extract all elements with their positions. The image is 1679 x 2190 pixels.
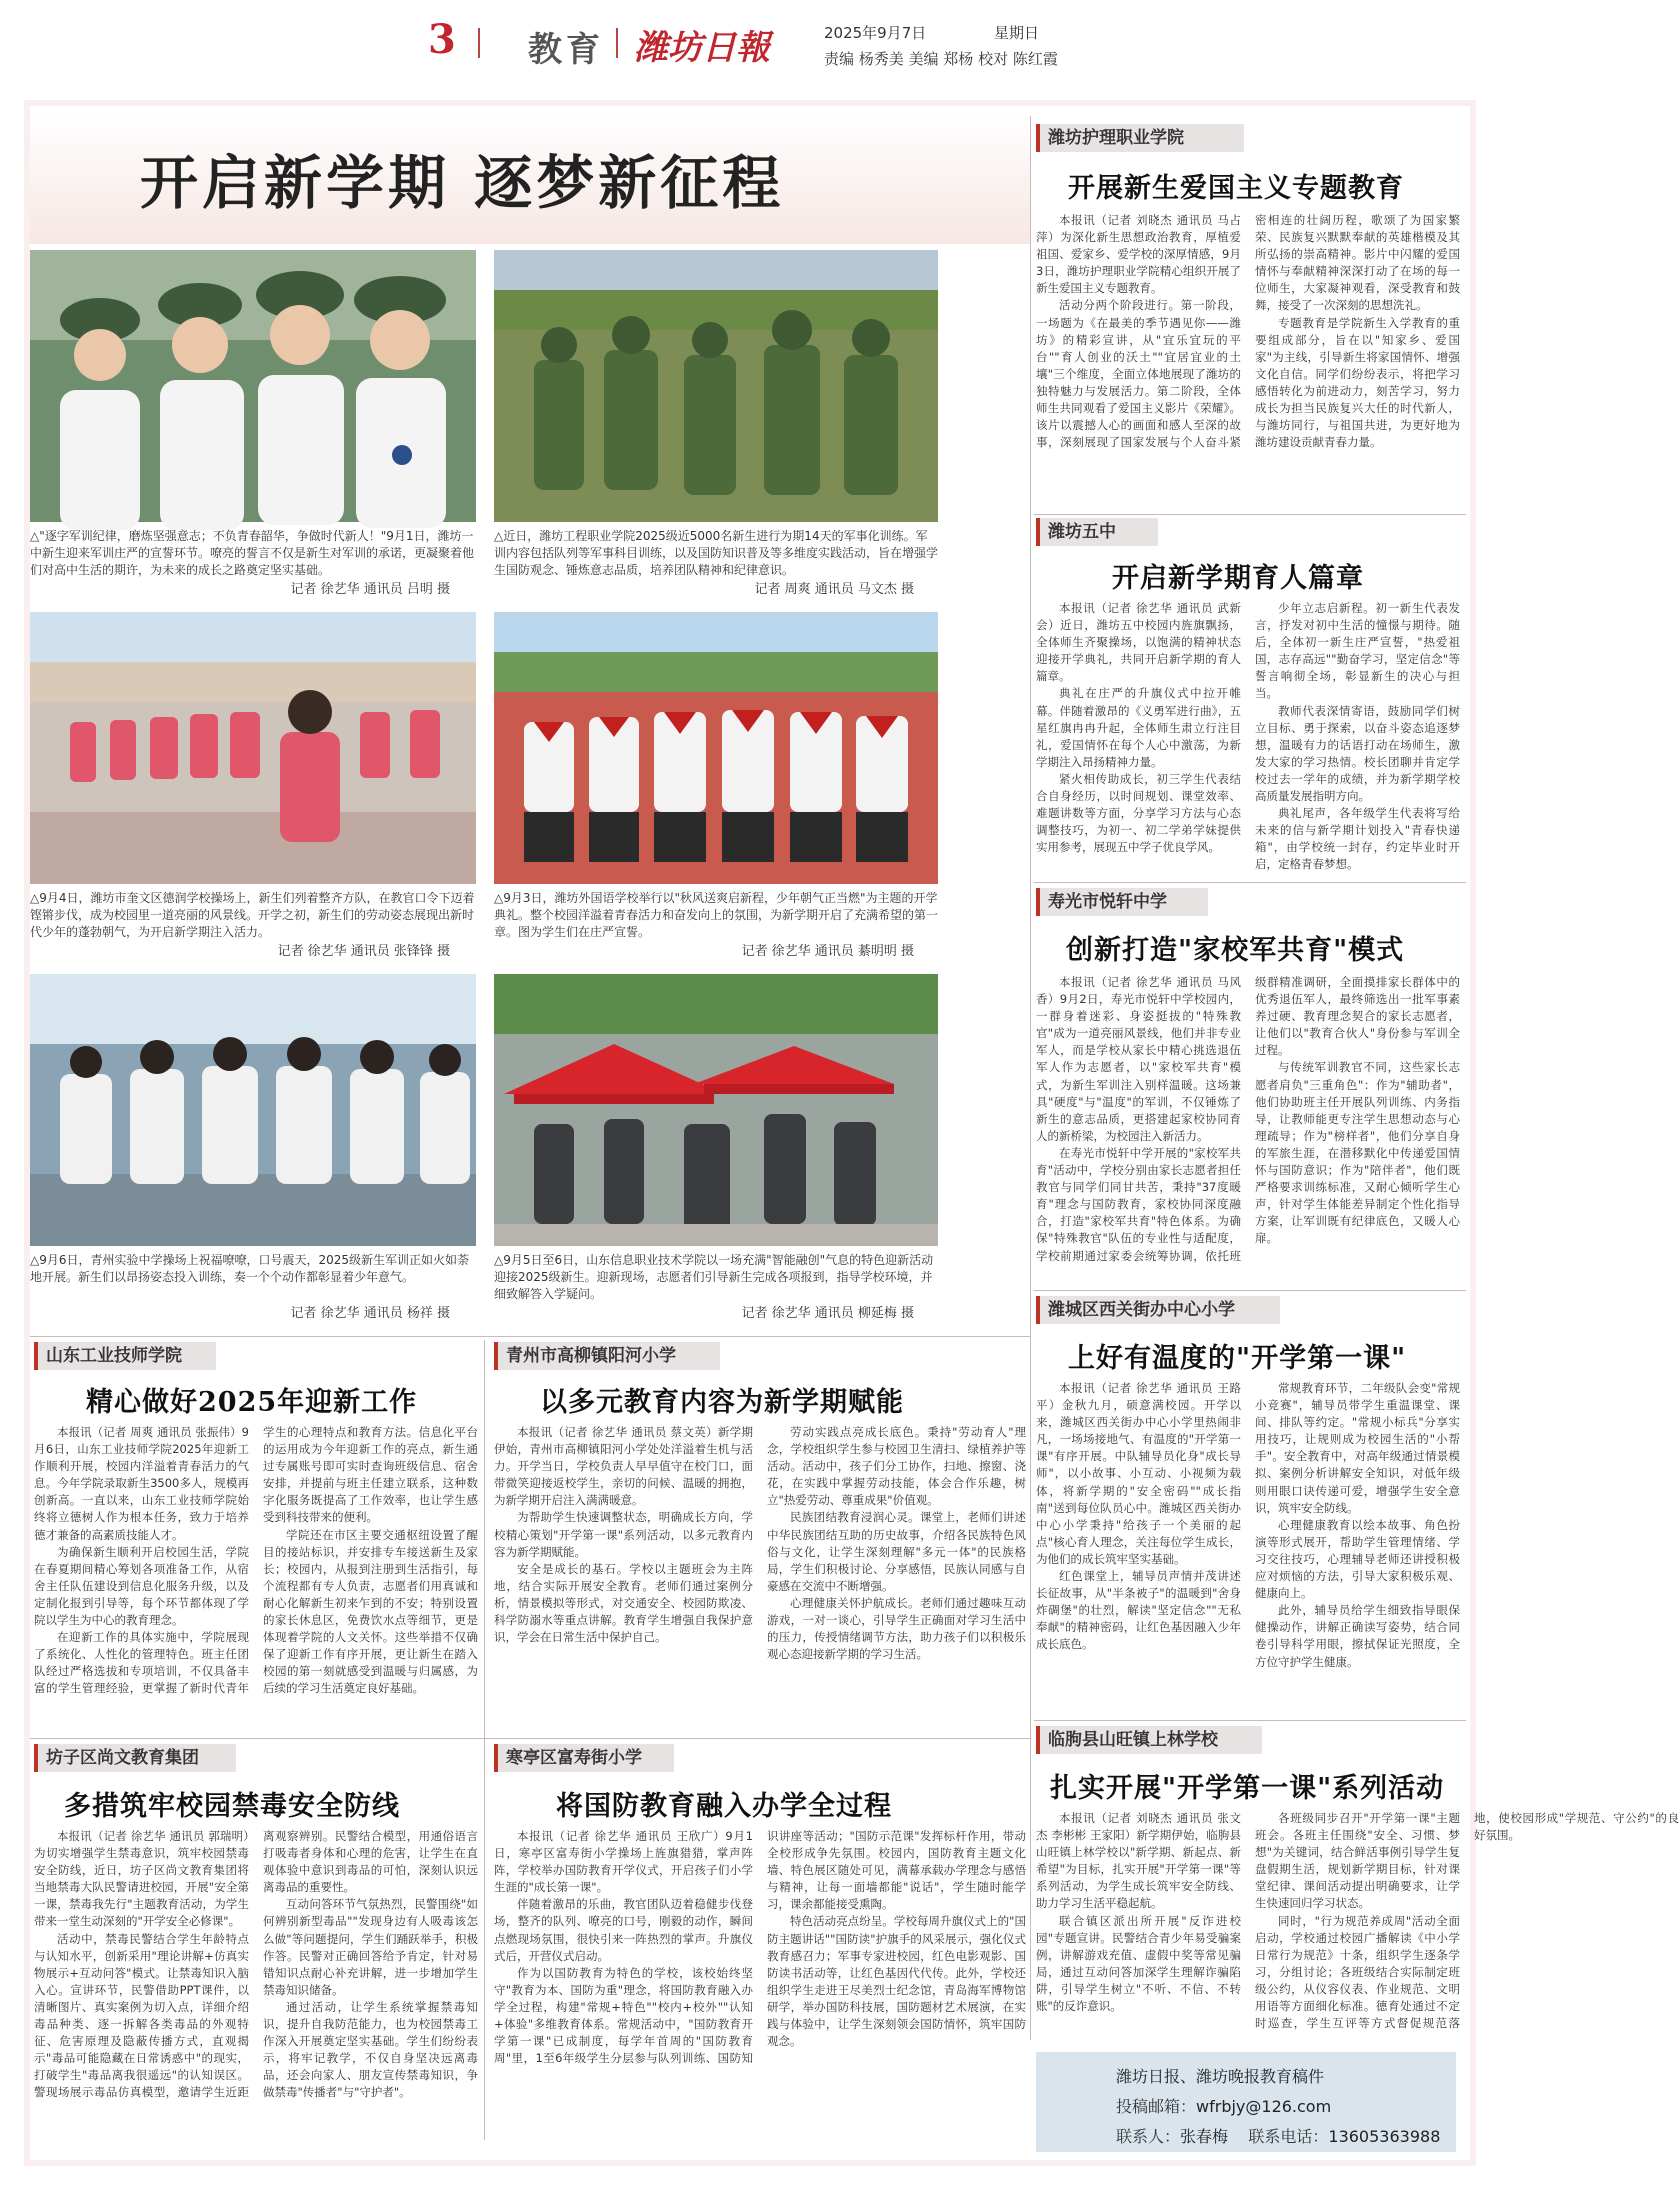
article-tag: 青州市高柳镇阳河小学 [494, 1342, 720, 1370]
article-paragraph: 同时，"行为规范养成周"活动全面启动，学校通过校园广播解读《中小学日常行为规范》十条，组织学生逐条学习，分组讨论；各班级结合实际制定班级公约，从仪容仪表、作业规范、文明用语等方面细化标准。德育处通过不定时巡查，学生互评等方式督促规范落地，使校园形成"学规范、守公约"的良好氛围。 [1255, 1811, 1679, 2031]
article-tag: 山东工业技师学院 [34, 1342, 216, 1370]
article-paragraph: 教师代表深情寄语，鼓励同学们树立目标、勇于探索，以奋斗姿态追逐梦想，温暖有力的话语打动在场师生，激发大家的学习热情。校长团聊并肯定学校过去一学年的成绩，并为新学期学校高质量发展指明方向。 [1255, 703, 1460, 804]
article-paragraph: 学院还在市区主要交通枢纽设置了醒目的接站标识，并安排专车接送新生及家长；校园内，从报到注册到生活指引，每个流程都有专人负责，志愿者们用真诚和耐心化解新生初来乍到的不安；特别设置的家长休息区，免费饮水点等细节，更是体现着学院的人文关怀。这些举措不仅确保了迎新工作有序开展，更让新生在踏入校园的第一刻就感受到温暖与归属感，为后续的学习生活奠定良好基础。 [263, 1527, 478, 1696]
photo-caption: △9月4日，潍坊市奎文区德润学校操场上，新生们列着整齐方队，在教官口令下迈着铿锵步伐，成为校园里一道亮丽的风景线。开学之初，新生们的劳动姿态展现出新时代少年的蓬勃朝气，为开启新学期注入活力。 [30, 891, 475, 939]
section-divider [1034, 1290, 1466, 1291]
article-body [494, 1424, 1026, 1732]
article-paragraph: 作为以国防教育为特色的学校，该校始终坚守"教育为本、国防为重"理念，将国防教育融入办学全过程，构建"常规+特色""校内+校外""认知+体验"多维教育体系。常规活动中，"国防教育开学第一课"已成制度，每学年首周的"国防教育周"里，1至6年级学生分层参与队列训练、国防知识讲座等活动；"国防示范课"发挥标杆作用，带动全校形成争先氛围。校园内，国防教育主题文化墙、特色展区随处可见，满幕承载办学理念与感悟与精神，让每一面墙都能"说话"，学生随时能学习，课余都能接受熏陶。 [494, 1829, 1026, 2066]
article-tag: 寿光市悦轩中学 [1036, 888, 1208, 916]
section-divider [30, 1336, 1030, 1337]
article-paragraph: 为确保新生顺利开启校园生活，学院在春夏期间精心筹划各项准备工作，从宿舍主任队伍建设到信息化服务升级，以及定制化报到引导等，每个环节都体现了学院以学生为中心的教育理念。 [34, 1544, 249, 1628]
photo-derun-school-march [30, 612, 476, 884]
article-paragraph: 本报讯（记者 刘晓杰 通讯员 张文杰 李彬彬 王家阳）新学期伊始，临朐县山旺镇上林学校以"新学期、新起点、新希望"为目标，扎实开展"开学第一课"等系列活动，为学生成长筑牢安全防线、助力学习生活平稳起航。 [1036, 1811, 1241, 1911]
headline: 开启新学期 逐梦新征程 [140, 149, 785, 217]
article-tag: 临朐县山旺镇上林学校 [1036, 1726, 1262, 1754]
article-title: 上好有温度的"开学第一课" [1068, 1343, 1407, 1374]
contact-person-label: 联系人： [1116, 2127, 1181, 2146]
photo-caption: △9月3日，潍坊外国语学校举行以"秋风送爽启新程，少年朝气正当燃"为主题的开学典礼。整个校园洋溢着青春活力和奋发向上的氛围，为新学期开启了充满希望的第一章。图为学生们在庄严宣誓。 [494, 891, 939, 939]
article-paragraph: 本报讯（记者 徐艺华 通讯员 蔡文英）新学期伊始，青州市高柳镇阳河小学处处洋溢着生机与活力。开学当日，学校负责人早早值守在校门口，面带微笑迎接返校学生，亲切的问候、温暖的拥抱，为新学期开启注入满满暖意。 [494, 1425, 753, 1508]
article-paragraph: 互动问答环节气氛热烈，民警围绕"如何辨别新型毒品""发现身边有人吸毒该怎么做"等问题提问，学生们踊跃举手，积极作答。民警对正确回答给予肯定，针对易错知识点耐心补充讲解，进一步增加学生禁毒知识储备。 [263, 1897, 478, 1997]
article-paragraph: 伴随着激昂的乐曲，教官团队迈着稳健步伐登场，整齐的队列、嘹亮的口号，刚毅的动作，瞬间点燃现场氛围，很快引来一阵热烈的掌声。升旗仪式后，开营仪式启动。 [494, 1897, 753, 1963]
article-tag: 坊子区尚文教育集团 [34, 1744, 236, 1772]
contact-person: 张春梅 [1180, 2127, 1229, 2146]
article-paragraph: 特色活动亮点纷呈。学校每周升旗仪式上的"国防主题讲话""国防读"护旗手的风采展示，强化仪式教育感召力；军事专家进校园，红色电影观影、国防读书活动等，让红色基因代代传。此外，学校还组织学生走进王尽美烈士纪念馆，青岛海军博物馆研学，举办国防科技展，国防题材艺术展演，在实践与体验中，让学生深刻领会国防情怀，筑牢国防观念。 [767, 1914, 1026, 2049]
photo-illustration [494, 974, 938, 1246]
article-title: 扎实开展"开学第一课"系列活动 [1050, 1773, 1445, 1804]
article-body [494, 1828, 1026, 2152]
issue-weekday: 星期日 [994, 24, 1040, 42]
article-tag: 寒亭区富寿街小学 [494, 1744, 674, 1772]
photo-foreign-language-school-oath [494, 612, 938, 884]
section-name: 教育 [528, 30, 604, 70]
photo-credit: 记者 徐艺华 通讯员 杨祥 摄 [290, 1306, 450, 1321]
issue-date: 2025年9月7日 [824, 24, 927, 42]
section-divider [30, 1738, 1030, 1739]
section-divider [1034, 514, 1466, 515]
article-title: 以多元教育内容为新学期赋能 [540, 1387, 904, 1418]
page-number: 3 [428, 16, 456, 63]
article-paragraph: 活动分两个阶段进行。第一阶段，一场题为《在最美的季节遇见你——潍坊》的精彩宣讲，从"宜乐宜玩的平台""育人创业的沃土""宜居宜业的土壤"三个维度，全面立体地展现了潍坊的独特魅力与发展活力。第二阶段，全体师生共同观看了爱国主义影片《荣耀》。该片以震撼人心的画面和感人至深的故事，深刻展现了国家发展与个人奋斗紧密相连的壮阔历程，歌颂了为国家繁荣、民族复兴默默奉献的英雄楷模及其所弘扬的崇高精神。影片中闪耀的爱国情怀与奉献精神深深打动了在场的每一位师生，大家凝神观看，深受教育和鼓舞，接受了一次深刻的思想洗礼。 [1036, 213, 1460, 450]
article-paragraph: 通过活动，让学生系统掌握禁毒知识，提升自我防范能力，也为校园禁毒工作深入开展奠定坚实基础。学生们纷纷表示，将牢记教学，不仅自身坚决远离毒品，还会向家人、朋友宣传禁毒知识，争做禁毒"传播者"与"守护者"。 [263, 1999, 478, 2100]
photo-credit: 记者 徐艺华 通讯员 柳延梅 摄 [741, 1306, 914, 1321]
article-title: 多措筑牢校园禁毒安全防线 [64, 1791, 400, 1822]
photo-illustration [30, 250, 476, 522]
article-paragraph: 心理健康关怀护航成长。老师们通过趣味互动游戏，一对一谈心，引导学生正确面对学习生活中的压力，传授情绪调节方法，助力孩子们以积极乐观心态迎接新学期的学习生活。 [767, 1595, 1026, 1662]
photo-information-college-welcome [494, 974, 938, 1246]
article-paragraph: 为帮助学生快速调整状态，明确成长方向，学校精心策划"开学第一课"系列活动，以多元教育内容为新学期赋能。 [494, 1510, 753, 1559]
email-label: 投稿邮箱： [1116, 2097, 1197, 2116]
headline-banner [30, 112, 1030, 244]
photo-credit: 记者 周爽 通讯员 马文杰 摄 [754, 582, 914, 597]
photo-illustration [30, 612, 476, 884]
article-paragraph: 活动中，禁毒民警结合学生年龄特点与认知水平，创新采用"理论讲解+仿真实物展示+互动问答"模式。让禁毒知识入脑入心。宣讲环节，民警借助PPT课件，以清晰图片、真实案例为切入点，详细介绍毒品种类、逐一拆解各类毒品的外观特征、危害原理及隐蔽传播方式，直观揭示"毒品可能隐藏在日常诱惑中"的现实，打破学生"毒品离我很遥远"的认知误区。警现场展示毒品仿真模型，邀请学生近距离观察辨别。民警结合模型，用通俗语言打吸毒者身体和心理的危害，让学生在直观体验中意识到毒品的可怕，深刻认识远离毒品的重要性。 [34, 1829, 478, 2100]
article-title: 开启新学期育人篇章 [1112, 563, 1364, 594]
article-paragraph: 此外，辅导员给学生细致指导眼保健操动作，讲解正确读写姿势，结合同卷引导科学用眼，擦拭保证光照度，全方位守护学生健康。 [1255, 1603, 1460, 1669]
photo-caption: △9月5日至6日，山东信息职业技术学院以一场充满"智能融创"气息的特色迎新活动迎接2025级新生。迎新现场，志愿者们引导新生完成各项报到，指导学校环境，并细致解答入学疑问。 [494, 1253, 934, 1301]
photo-caption: △"逐字军训纪律，磨炼坚强意志；不负青春韶华，争做时代新人！"9月1日，潍坊一中新生迎来军训庄严的宣誓环节。嘹亮的誓言不仅是新生对军训的承诺，更凝聚着他们对高中生活的期许，为未来的成长之路奠定坚实基础。 [30, 529, 475, 577]
article-paragraph: 在寿光市悦轩中学开展的"家校军共育"活动中，学校分别由家长志愿者担任教官与同学们同甘共苦，秉持"37度暖育"理念与国防教育，家校协同深度融合，打造"家校军共育"特色体系。为确保"特殊教官"队伍的专业性与适配度，学校前期通过家委会统筹协调，依托班级群精准调研，全面摸排家长群体中的优秀退伍军人，最终筛选出一批军事素养过硬、教育理念契合的家长志愿者，让他们以"教育合伙人"身份参与军训全过程。 [1036, 975, 1460, 1263]
photo-military-oath [30, 250, 476, 522]
article-paragraph: 少年立志启新程。初一新生代表发言，抒发对初中生活的憧憬与期待。随后，全体初一新生庄严宣誓，"热爱祖国，志存高远""勤奋学习，坚定信念"等誓言响彻全场，彰显新生的决心与担当。 [1255, 601, 1460, 701]
article-paragraph: 本报讯（记者 徐艺华 通讯员 王欣广）9月1日，寒亭区富寿街小学操场上旌旗猎猎，掌声阵阵，学校举办国防教育开学仪式，开启孩子们小学生涯的"成长第一课"。 [494, 1829, 753, 1895]
phone-number: 13605363988 [1328, 2127, 1441, 2146]
photo-engineering-college-training [494, 250, 938, 522]
article-title: 创新打造"家校军共育"模式 [1066, 935, 1405, 966]
article-paragraph: 本报讯（记者 徐艺华 通讯员 武新会）近日，潍坊五中校园内旌旗飘扬，全体师生齐聚操场，以饱满的精神状态迎接开学典礼，共同开启新学期的育人篇章。 [1036, 601, 1241, 684]
article-body [1036, 600, 1460, 876]
editor-credits: 责编 杨秀美 美编 郑杨 校对 陈红霞 [824, 50, 1058, 68]
article-tag: 潍坊五中 [1036, 518, 1158, 546]
photo-credit: 记者 徐艺华 通讯员 綦明明 摄 [741, 944, 914, 959]
article-paragraph: 专题教育是学院新生入学教育的重要组成部分，旨在以"知家乡、爱国家"为主线，引导新生将家国情怀、增强文化自信。同学们纷纷表示，将把学习感悟转化为前进动力，刻苦学习，努力成长为担当民族复兴大任的时代新人，与潍坊同行，与祖国共进，为更好地为潍坊建设贡献青春力量。 [1255, 315, 1460, 450]
article-paragraph: 安全是成长的基石。学校以主题班会为主阵地，结合实际开展安全教育。老师们通过案例分析，情景模拟等形式，对交通安全、校园防欺凌、科学防溺水等重点讲解。教育学生增强自我保护意识，学会在日常生活中保护自己。 [494, 1561, 753, 1645]
contact-email-row [1116, 2094, 1331, 2117]
page-header [0, 0, 1500, 78]
article-title: 开展新生爱国主义专题教育 [1068, 173, 1404, 204]
article-body [1036, 212, 1460, 508]
article-paragraph: 紧火相传助成长，初三学生代表结合自身经历，以时间规划、课堂效率、难题讲数等方面，分享学习方法与心态调整技巧，为初一、初二学弟学妹提供实用参考，展现五中学子优良学风。 [1036, 771, 1241, 855]
article-paragraph: 劳动实践点亮成长底色。秉持"劳动育人"理念，学校组织学生参与校园卫生清扫、绿植养护等活动。活动中，孩子们分工协作，扫地、擦窗、浇花，在实践中掌握劳动技能，体会合作乐趣，树立"热爱劳动、尊重成果"价值观。 [767, 1425, 1026, 1508]
photo-credit: 记者 徐艺华 通讯员 吕明 摄 [290, 582, 450, 597]
photo-credit: 记者 徐艺华 通讯员 张锋锋 摄 [277, 944, 450, 959]
paper-logo: 潍坊日報 [634, 28, 770, 68]
article-paragraph: 本报讯（记者 徐艺华 通讯员 马风香）9月2日，寿光市悦轩中学校园内，一群身着迷彩、身姿挺拔的"特殊教官"成为一道亮丽风景线，他们并非专业军人，而是学校从家长中精心挑选退伍军人作为志愿者，以"家校军共育"模式，为新生军训注入别样温暖。这场兼具"硬度"与"温度"的军训，不仅锤炼了新生的意志品质，更搭建起家校协同育人的新桥梁，为校园注入新活力。 [1036, 975, 1241, 1143]
article-paragraph: 民族团结教育浸润心灵。课堂上，老师们讲述中华民族团结互助的历史故事，介绍各民族特色风俗与文化，让学生深刻理解"多元一体"的民族格局，学生们积极讨论、分享感悟，民族认同感与自豪感在交流中不断增强。 [767, 1510, 1026, 1593]
article-body [1036, 974, 1460, 1284]
column-divider [484, 1340, 485, 2140]
article-paragraph: 在迎新工作的具体实施中，学院展现了系统化、人性化的管理特色。班主任团队经过严格选拔和专项培训，不仅具备丰富的学生管理经验，更掌握了新时代青年学生的心理特点和教育方法。信息化平台的运用成为今年迎新工作的亮点，新生通过专属账号即可实时查询班级信息、宿舍安排，并提前与班主任建立联系，这种数字化服务既提高了工作效率，也让学生感受到科技带来的便利。 [34, 1425, 478, 1696]
header-divider [478, 28, 480, 58]
article-paragraph: 典礼在庄严的升旗仪式中拉开帷幕。伴随着激昂的《义勇军进行曲》，五星红旗冉冉升起，全体师生肃立行注目礼，爱国情怀在每个人心中激荡，为新学期注入昂扬精神力量。 [1036, 686, 1241, 769]
article-title: 精心做好2025年迎新工作 [86, 1387, 418, 1418]
email-value: wfrbjy@126.com [1196, 2097, 1332, 2116]
article-body [1036, 1380, 1460, 1714]
article-title: 将国防教育融入办学全过程 [556, 1791, 892, 1822]
photo-caption: △9月6日，青州实验中学操场上祝福嘹嘹，口号震天，2025级新生军训正如火如荼地开展。新生们以昂扬姿态投入训练，奏一个个动作都彰显着少年意气。 [30, 1253, 470, 1284]
contact-person-row [1116, 2124, 1440, 2147]
column-divider [1030, 116, 1031, 2040]
photo-illustration [494, 612, 938, 884]
article-paragraph: 典礼尾声，各年级学生代表将写给未来的信与新学期计划投入"青春快递箱"，由学校统一封存，约定毕业时开启，定格青春梦想。 [1255, 806, 1460, 872]
photo-illustration [494, 250, 938, 522]
article-body [1036, 1810, 1679, 2044]
photo-qingzhou-experimental-training [30, 974, 476, 1246]
article-paragraph: 与传统军训教官不同，这些家长志愿者肩负"三重角色"：作为"辅助者"，他们协助班主任开展队列训练、内务指导，让教师能更专注学生思想动态与心理疏导；作为"榜样者"，他们分享自身的军旅生涯，在潜移默化中传递爱国情怀与国防意识；作为"陪伴者"，他们既严格要求训练标准，又耐心倾听学生心声，针对学生体能差异制定个性化指导方案，让军训既有纪律底色，又暖人心扉。 [1255, 1060, 1460, 1246]
section-divider [1034, 1720, 1466, 1721]
header-divider [616, 28, 618, 58]
article-paragraph: 本报讯（记者 徐艺华 通讯员 王路平）金秋九月，硕意满校园。开学以来，潍城区西关街办中心小学里热闹非凡，一场场接地气、有温度的"开学第一课"有序开展。中队辅导员化身"成长导师"，以小故事、小互动、小视频为载体，将新学期的"安全密码""成长指南"送到每位队员心中。潍城区西关街办中心小学秉持"给孩子一个美丽的起点"核心育人理念，关注每位学生成长，为他们的成长筑牢坚实基础。 [1036, 1381, 1241, 1566]
article-tag: 潍城区西关街办中心小学 [1036, 1296, 1280, 1324]
article-body [34, 1828, 478, 2152]
article-body [34, 1424, 478, 1732]
section-divider [1034, 882, 1466, 883]
article-paragraph: 联合镇区派出所开展"反诈进校园"专题宣讲。民警结合青少年易受骗案例，讲解游戏充值、虚假中奖等常见骗局，通过互动问答加深学生理解诈骗陷阱，引导学生树立"不听、不信、不转账"的反诈意识。 [1036, 1913, 1241, 2014]
article-paragraph: 常规教育环节，二年级队会变"常规小竞赛"，辅导员带学生重温课堂、课间、排队等约定。"常规小标兵"分享实用技巧，让规则成为校园生活的"小帮手"。安全教育中，对高年级通过情景模拟、案例分析讲解安全知识，对低年级则用眼口诀传递可爱，增强学生安全意识，筑牢安全防线。 [1255, 1381, 1460, 1515]
submission-contact-box [1036, 2052, 1456, 2152]
article-paragraph: 本报讯（记者 徐艺华 通讯员 郭瑞明）为切实增强学生禁毒意识，筑牢校园禁毒安全防线，近日，坊子区尚文教育集团将当地禁毒大队民警请进校园，开展"安全第一课，禁毒我先行"主题教育活动，为学生带来一堂生动深刻的"开学安全必修课"。 [34, 1829, 249, 1929]
contact-heading: 潍坊日报、潍坊晚报教育稿件 [1116, 2067, 1325, 2086]
article-tag: 潍坊护理职业学院 [1036, 124, 1244, 152]
article-paragraph: 各班级同步召开"开学第一课"主题班会。各班主任围绕"安全、习惯、梦想"为关键词，结合鲜活事例引导学生复盘假期生活，规划新学期目标，针对课堂纪律、课间活动提出明确要求，让学生快速回归学习状态。 [1255, 1811, 1460, 1911]
phone-label: 联系电话： [1248, 2127, 1329, 2146]
photo-caption: △近日，潍坊工程职业学院2025级近5000名新生进行为期14天的军事化训练。军训内容包括队列等军事科目训练，以及国防知识普及等多维度实践活动，旨在增强学生国防观念、锤炼意志品质，培养团队精神和纪律意识。 [494, 529, 939, 577]
photo-illustration [30, 974, 476, 1246]
article-paragraph: 心理健康教育以绘本故事、角色扮演等形式展开，帮助学生管理情绪、学习交往技巧，心理辅导老师还讲授积极应对烦恼的方法，引导大家积极乐观、健康向上。 [1255, 1517, 1460, 1601]
article-paragraph: 本报讯（记者 周爽 通讯员 张振伟）9月6日，山东工业技师学院2025年迎新工作顺利开展，校园内洋溢着青春活力的气息。今年学院录取新生3500多人，规模再创新高。一直以来，山东工业技师学院始终将立德树人作为根本任务，致力于培养德才兼备的高素质技能人才。 [34, 1425, 249, 1542]
article-paragraph: 本报讯（记者 刘晓杰 通讯员 马占萍）为深化新生思想政治教育，厚植爱祖国、爱家乡、爱学校的深厚情感，9月3日，潍坊护理职业学院精心组织开展了新生爱国主义专题教育。 [1036, 213, 1241, 296]
article-paragraph: 红色课堂上，辅导员声情并茂讲述长征故事，从"半条被子"的温暖到"舍身炸碉堡"的壮烈，解读"坚定信念""无私奉献"的精神密码，让红色基因融入少年成长底色。 [1036, 1569, 1241, 1652]
